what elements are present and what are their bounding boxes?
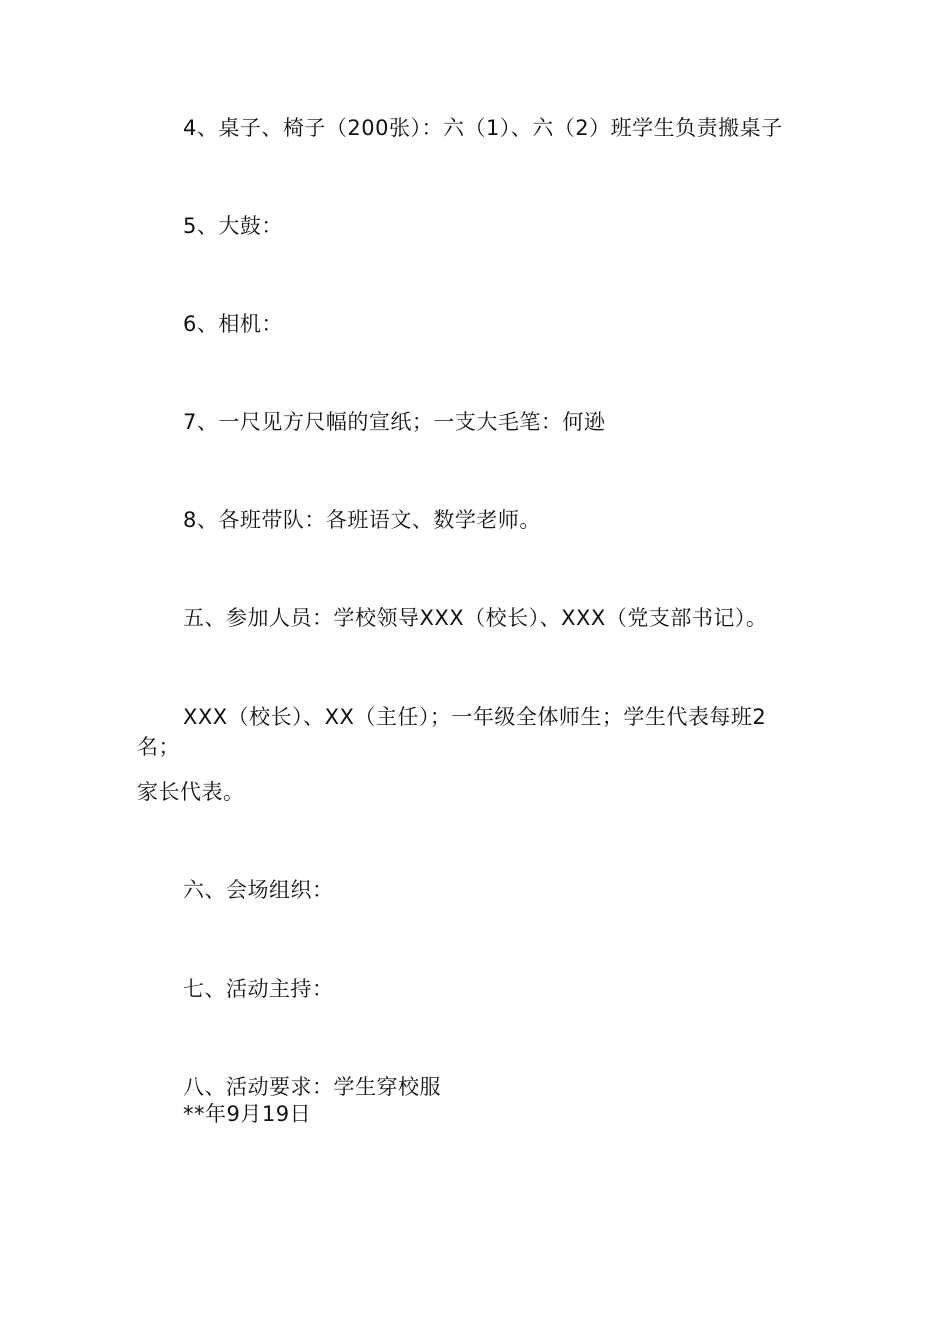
item-6-camera: 6、相机：: [183, 312, 283, 336]
item-7-paper-brush: 7、一尺见方尺幅的宣纸；一支大毛笔：何逊: [183, 410, 606, 434]
item-5-drum: 5、大鼓：: [183, 214, 283, 238]
document-date: **年9月19日: [183, 1102, 312, 1126]
section-6-venue-organization: 六、会场组织：: [183, 878, 334, 902]
participants-line-2: 名；: [137, 735, 180, 759]
item-8-class-leaders: 8、各班带队：各班语文、数学老师。: [183, 508, 541, 532]
section-7-host: 七、活动主持：: [183, 977, 334, 1001]
item-4-tables-chairs: 4、桌子、椅子（200张）：六（1）、六（2）班学生负责搬桌子: [183, 116, 783, 140]
section-5-participants: 五、参加人员：学校领导XXX（校长）、XXX（党支部书记）。: [183, 606, 768, 630]
section-8-requirements: 八、活动要求：学生穿校服: [183, 1075, 441, 1099]
participants-line-1: XXX（校长）、XX（主任）；一年级全体师生；学生代表每班2: [183, 705, 767, 729]
participants-line-3: 家长代表。: [137, 780, 245, 804]
